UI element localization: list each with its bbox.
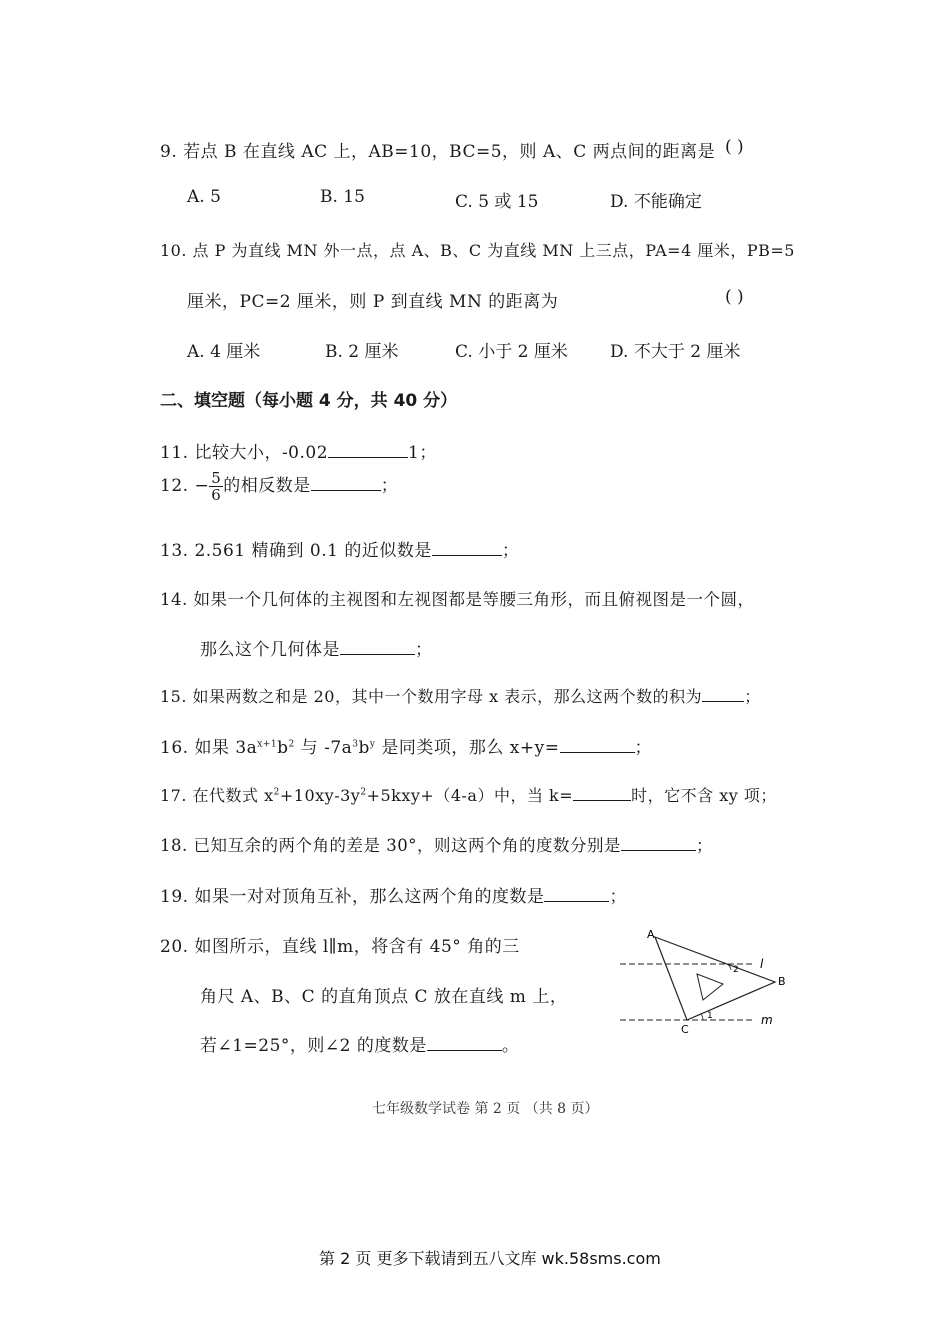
question-10-line2: 厘米，PC=2 厘米，则 P 到直线 MN 的距离为 (187, 292, 559, 312)
q9-option-a: A. 5 (187, 187, 221, 207)
q18-text: 18. 已知互余的两个角的差是 30°，则这两个角的度数分别是 (160, 836, 621, 855)
answer-blank-17[interactable] (573, 786, 631, 801)
label-l: l (760, 957, 764, 971)
q9-option-c: C. 5 或 15 (455, 192, 539, 212)
q16-text-b: b (277, 738, 289, 758)
q17-tail: 时，它不含 xy 项； (631, 786, 777, 805)
triangle-ruler-figure (615, 922, 795, 1042)
q11-tail: 1； (408, 443, 437, 463)
q19-tail: ； (609, 887, 627, 907)
question-17 (160, 783, 777, 806)
answer-blank-15[interactable] (702, 687, 744, 702)
download-footer: 第 2 页 更多下载请到五八文库 wk.58sms.com (319, 1249, 661, 1268)
question-14-line2 (200, 635, 433, 660)
q12-text: 12. − (160, 476, 210, 496)
question-9: 9. 若点 B 在直线 AC 上，AB=10，BC=5，则 A、C 两点间的距离是 (160, 142, 716, 162)
q16-text-a: 16. 如果 3a (160, 738, 258, 758)
q10-option-b: B. 2 厘米 (325, 342, 399, 362)
section-title-fill-in: 二、填空题（每小题 4 分，共 40 分） (160, 391, 458, 411)
q10-option-a: A. 4 厘米 (187, 342, 261, 362)
question-20-line2: 角尺 A、B、C 的直角顶点 C 放在直线 m 上， (200, 987, 568, 1007)
answer-blank-18[interactable] (621, 836, 696, 851)
inner-triangle (697, 974, 723, 1000)
q17-text-c: +5kxy+（4-a）中，当 k= (366, 786, 574, 805)
label-a: A (647, 928, 655, 941)
q16-exp-3: 3 (352, 739, 359, 750)
fraction-denominator: 6 (211, 486, 222, 504)
q10-option-c: C. 小于 2 厘米 (455, 342, 568, 362)
question-20-line1: 20. 如图所示，直线 l∥m，将含有 45° 角的三 (160, 937, 520, 957)
question-16 (160, 733, 652, 758)
q18-tail: ； (695, 836, 713, 855)
q16-exp-4: y (369, 739, 376, 750)
q17-exp-1: 2 (273, 787, 280, 798)
question-19 (160, 882, 627, 907)
q17-exp-2: 2 (360, 787, 367, 798)
question-18 (160, 832, 713, 856)
answer-bracket-9: ( ) (725, 137, 744, 157)
question-15 (160, 684, 761, 707)
fraction-numerator: 5 (211, 469, 222, 487)
q13-text: 13. 2.561 精确到 0.1 的近似数是 (160, 541, 432, 561)
label-angle-1: 1 (707, 1011, 713, 1021)
q12-text-2: 的相反数是 (223, 476, 311, 496)
q20-text: 若∠1=25°，则∠2 的度数是 (200, 1036, 427, 1056)
answer-blank-12[interactable] (311, 476, 381, 491)
q9-option-d: D. 不能确定 (610, 192, 702, 212)
q9-option-b: B. 15 (320, 187, 365, 207)
question-13 (160, 536, 519, 561)
q17-text-a: 17. 在代数式 x (160, 786, 274, 805)
q13-tail: ； (501, 541, 520, 561)
q17-text-b: +10xy-3y (279, 786, 361, 805)
exam-page-number: 七年级数学试卷 第 2 页 （共 8 页） (372, 1101, 599, 1117)
answer-blank-11[interactable] (328, 443, 408, 458)
q16-exp-1: x+1 (257, 739, 278, 750)
question-14-line1: 14. 如果一个几何体的主视图和左视图都是等腰三角形，而且俯视图是一个圆， (160, 590, 755, 609)
question-10-line1: 10. 点 P 为直线 MN 外一点，点 A、B、C 为直线 MN 上三点，PA=4 厘米，PB=5 (160, 241, 795, 260)
q20-tail: 。 (501, 1036, 520, 1056)
answer-blank-16[interactable] (560, 738, 635, 753)
q15-tail: ； (744, 687, 761, 706)
triangle-abc (655, 937, 775, 1020)
angle-1-mark (701, 1014, 703, 1020)
answer-blank-19[interactable] (544, 887, 609, 902)
answer-blank-20[interactable] (427, 1036, 502, 1051)
q10-option-d: D. 不大于 2 厘米 (610, 342, 741, 362)
q11-text: 11. 比较大小，-0.02 (160, 443, 329, 463)
answer-blank-14[interactable] (340, 640, 415, 655)
question-20-line3 (200, 1031, 519, 1056)
q16-text-e: 是同类项，那么 x+y= (375, 738, 560, 758)
q12-tail: ； (380, 476, 399, 496)
question-12 (160, 470, 398, 503)
q16-text-d: b (358, 738, 370, 758)
q19-text: 19. 如果一对对顶角互补，那么这两个角的度数是 (160, 887, 545, 907)
q16-text-c: 与 -7a (294, 738, 353, 758)
q15-text: 15. 如果两数之和是 20，其中一个数用字母 x 表示，那么这两个数的积为 (160, 687, 703, 706)
fraction-5-6 (209, 470, 223, 503)
answer-bracket-10: ( ) (725, 287, 744, 307)
label-b: B (778, 975, 786, 988)
q14-text: 那么这个几何体是 (200, 640, 340, 660)
label-angle-2: 2 (733, 965, 739, 975)
q14-tail: ； (415, 640, 433, 660)
q16-exp-2: 2 (288, 739, 295, 750)
q16-tail: ； (634, 738, 652, 758)
answer-blank-13[interactable] (432, 541, 502, 556)
label-m: m (761, 1013, 773, 1027)
label-c: C (681, 1023, 689, 1036)
question-11 (160, 438, 437, 463)
